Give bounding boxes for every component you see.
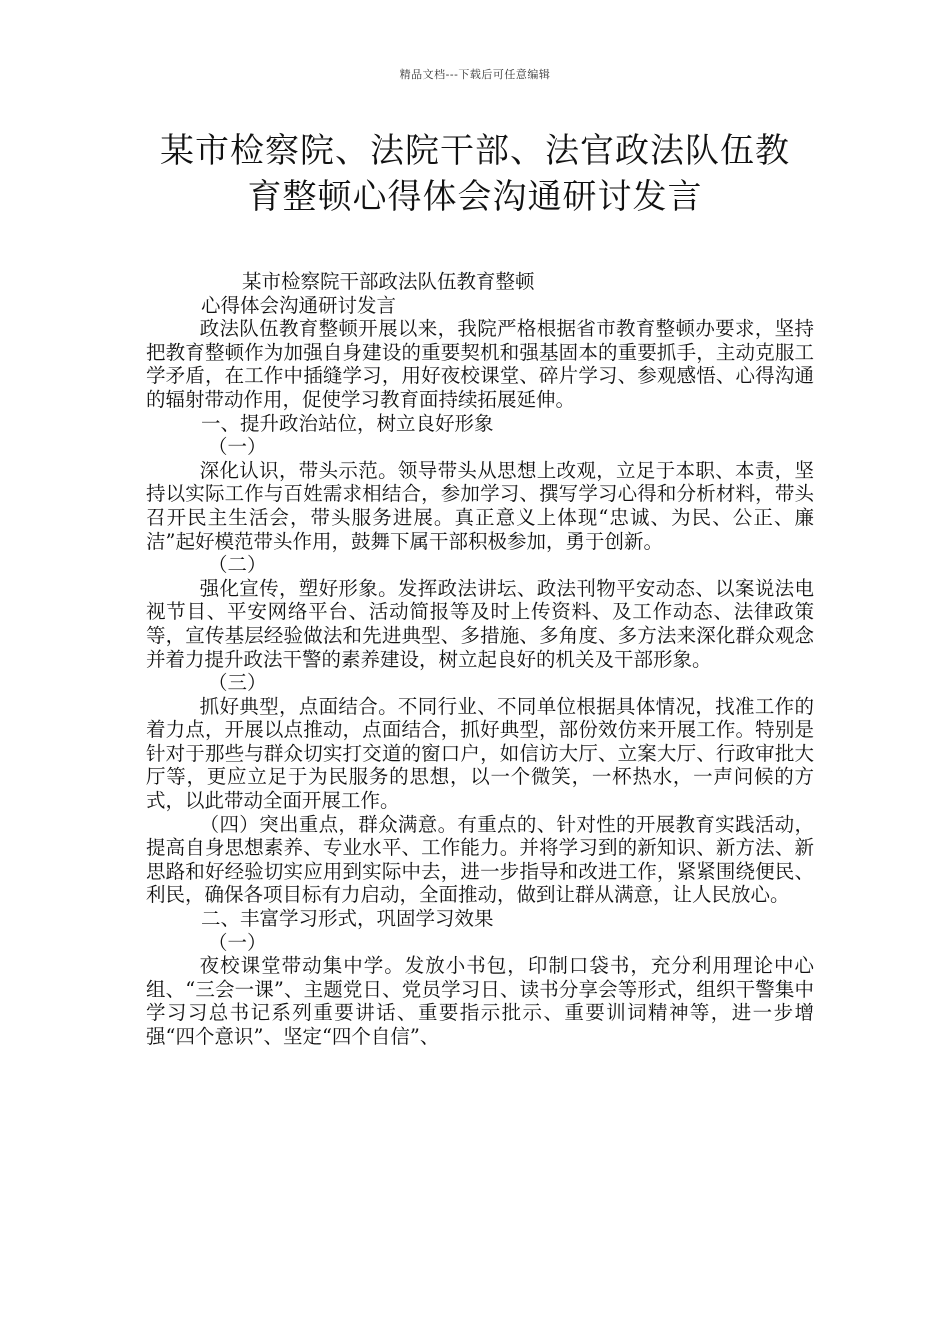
section-1-item-1-marker: （一） xyxy=(208,435,267,459)
section-1-item-4-paragraph: （四）突出重点，群众满意。有重点的、针对性的开展教育实践活动，提高自身思想素养、专业水平、工作能力。并将学习到的新知识、新方法、新思路和好经验切实应用到实际中去，进一步指导和改进工作，紧紧围绕便民、利民，确保各项目标有力启动，全面推动，做到让群从满意，让人民放心。 xyxy=(146,812,814,907)
section-2-item-1-marker: （一） xyxy=(208,930,267,954)
document-title xyxy=(0,128,950,220)
section-1-item-3-paragraph: 抓好典型，点面结合。不同行业、不同单位根据具体情况，找准工作的着力点，开展以点推动，点面结合，抓好典型，部份效仿来开展工作。特别是针对于那些与群众切实打交道的窗口户，如信访大厅、立案大厅、行政审批大厅等，更应立足于为民服务的思想，以一个微笑，一杯热水，一声问候的方式，以此带动全面开展工作。 xyxy=(146,694,814,813)
subtitle-line-1: 某市检察院干部政法队伍教育整顿 xyxy=(242,270,535,293)
section-2-heading: 二、丰富学习形式，巩固学习效果 xyxy=(201,907,494,931)
page-header-note: 精品文档---下载后可任意编辑 xyxy=(399,68,551,81)
section-1-heading: 一、提升政治站位，树立良好形象 xyxy=(201,411,494,435)
subtitle-line-2: 心得体会沟通研讨发言 xyxy=(201,293,397,317)
section-2-item-1-paragraph: 夜校课堂带动集中学。发放小书包，印制口袋书，充分利用理论中心组、“三会一课”、主题党日、党员学习日、读书分享会等形式，组织干警集中学习习总书记系列重要讲话、重要指示批示、重要训词精神等，进一步增强“四个意识”、坚定“四个自信”、 xyxy=(146,954,814,1048)
document-title-line-2: 育整顿心得体会沟通研讨发言 xyxy=(247,177,703,217)
intro-paragraph: 政法队伍教育整顿开展以来，我院严格根据省市教育整顿办要求，坚持把教育整顿作为加强自身建设的重要契机和强基固本的重要抓手，主动克服工学矛盾，在工作中插缝学习，用好夜校课堂、碎片学习、参观感悟、心得沟通的辐射带动作用，促使学习教育面持续拓展延伸。 xyxy=(146,317,814,411)
document-title-line-1: 某市检察院、法院干部、法官政法队伍教 xyxy=(160,131,790,171)
section-1-item-2-paragraph: 强化宣传，塑好形象。发挥政法讲坛、政法刊物平安动态、以案说法电视节目、平安网络平台、活动简报等及时上传资料、及工作动态、法律政策等，宣传基层经验做法和先进典型、多措施、多角度、多方法来深化群众观念并着力提升政法干警的素养建设，树立起良好的机关及干部形象。 xyxy=(146,576,814,671)
section-1-item-3-marker: （三） xyxy=(208,671,267,695)
document-body xyxy=(146,270,814,1049)
section-1-item-2-marker: （二） xyxy=(208,553,267,577)
section-1-item-1-paragraph: 深化认识，带头示范。领导带头从思想上改观，立足于本职、本责，坚持以实际工作与百姓需求相结合，参加学习、撰写学习心得和分析材料，带头召开民主生活会，带头服务进展。真正意义上体现“忠诚、为民、公正、廉洁”起好模范带头作用，鼓舞下属干部积极参加，勇于创新。 xyxy=(146,458,814,553)
